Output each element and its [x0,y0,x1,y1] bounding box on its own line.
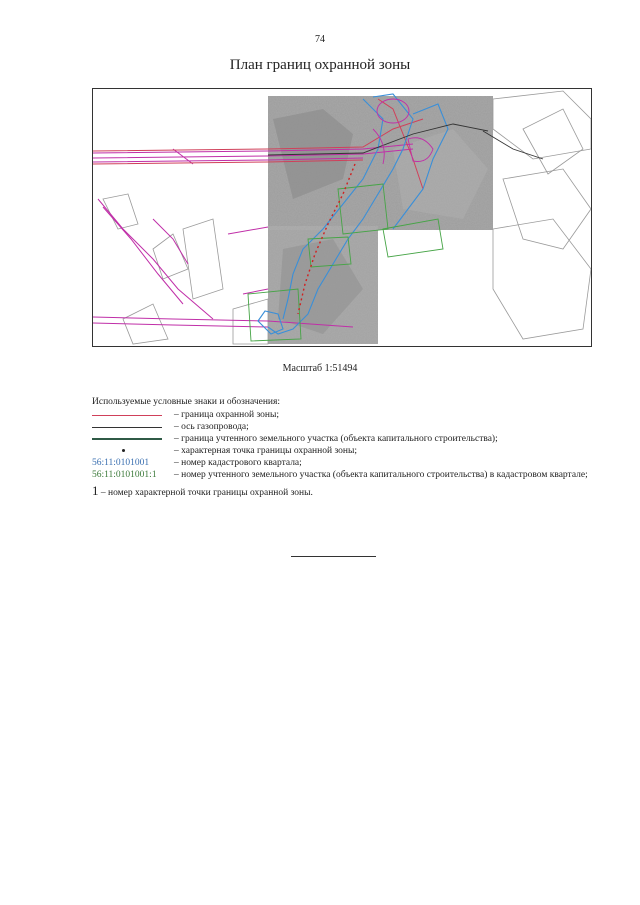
page-number: 74 [315,34,325,45]
legend-heading: Используемые условные знаки и обозначения: [92,397,281,407]
legend-text: – номер учтенного земельного участка (объекта капитального строительства) в кадастровом квартале; [174,470,588,480]
legend-item-parcel-code [92,469,592,481]
legend-item-gas-axis [92,421,592,433]
point-number-sample: 1 [92,483,99,498]
quarter-code-sample: 56:11:0101001 [92,458,150,468]
legend-text: – характерная точка границы охранной зоны; [174,446,357,456]
protection-zone-map [92,88,592,347]
signature-line [291,556,376,557]
legend-text: – граница учтенного земельного участка (объекта капитального строительства); [174,434,498,444]
legend-text: – ось газопровода; [174,422,249,432]
legend [92,396,592,499]
red-line-symbol [92,409,174,421]
legend-item-point-number [92,485,592,499]
parcel-code-sample: 56:11:0101001:1 [92,470,157,480]
page-title: План границ охранной зоны [229,57,411,73]
legend-text: – граница охранной зоны; [174,410,279,420]
point-symbol [92,445,174,457]
legend-item-point [92,445,592,457]
legend-text: – номер кадастрового квартала; [174,458,302,468]
map-scale: Масштаб 1:51494 [282,363,358,374]
legend-item-parcel-boundary [92,433,592,445]
black-line-symbol [92,421,174,433]
legend-item-protection-zone [92,409,592,421]
green-line-symbol [92,433,174,445]
legend-text: – номер характерной точки границы охранной зоны. [100,488,313,498]
legend-item-quarter-code [92,457,592,469]
